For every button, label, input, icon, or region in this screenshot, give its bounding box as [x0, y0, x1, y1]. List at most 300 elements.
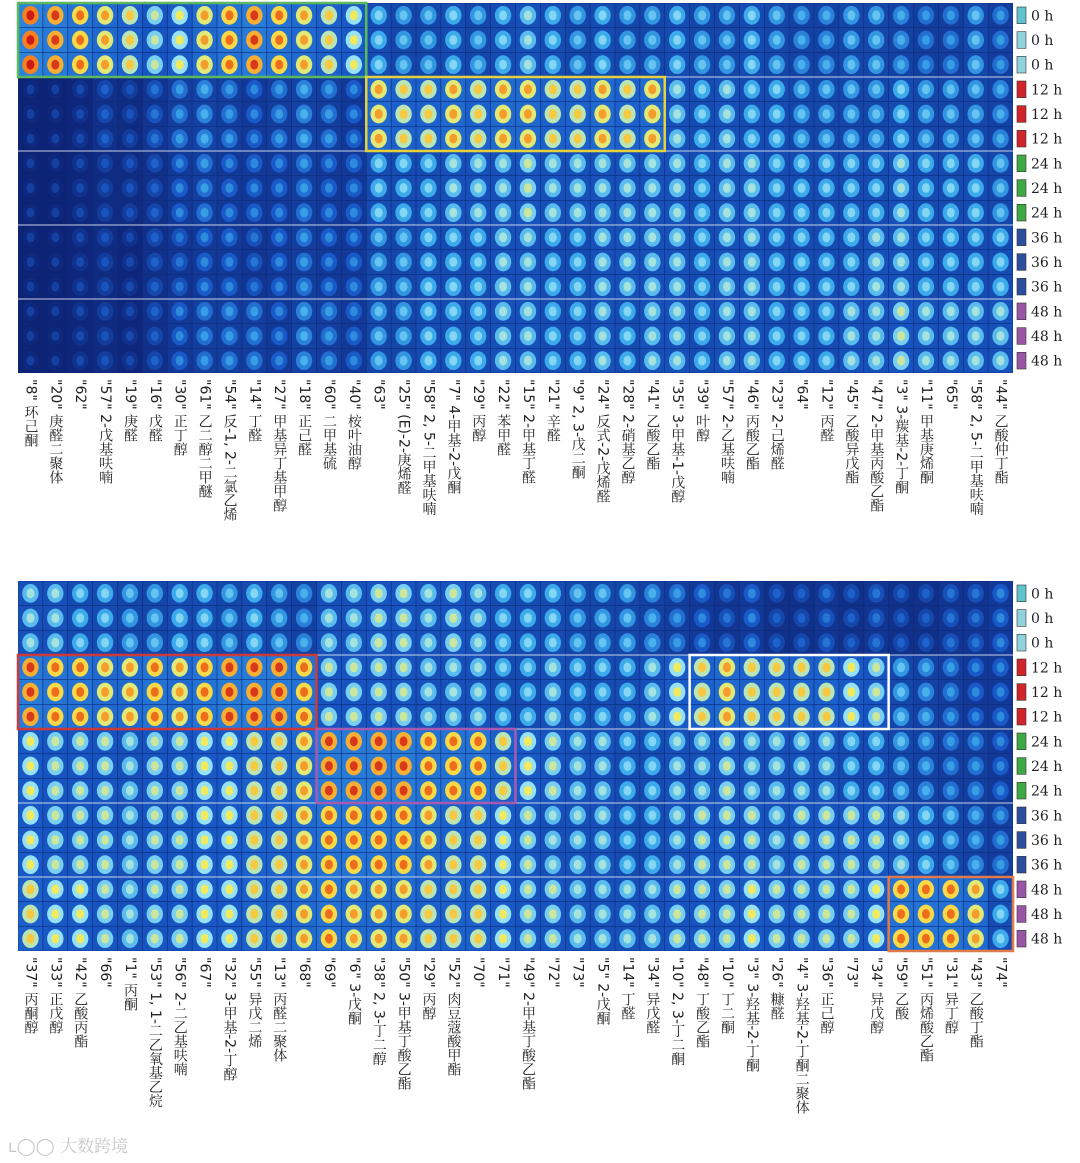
signal-spot-core	[748, 786, 756, 796]
signal-spot-core	[26, 712, 34, 722]
signal-spot-core	[748, 356, 756, 366]
signal-spot-core	[275, 109, 283, 119]
signal-spot-core	[524, 60, 532, 70]
signal-spot-core	[26, 909, 34, 919]
signal-spot-core	[51, 860, 59, 870]
signal-spot-core	[997, 860, 1005, 870]
signal-spot-core	[400, 356, 408, 366]
column-label: "13" 丙醛二聚体	[271, 957, 288, 1063]
signal-spot-core	[499, 331, 507, 341]
signal-spot-core	[26, 356, 34, 366]
signal-spot-core	[723, 934, 731, 944]
signal-spot-core	[897, 860, 905, 870]
signal-spot-core	[151, 60, 159, 70]
signal-spot-core	[748, 860, 756, 870]
signal-spot-core	[51, 909, 59, 919]
signal-spot-core	[574, 786, 582, 796]
row-color-swatch	[1017, 758, 1026, 775]
signal-spot-core	[798, 884, 806, 894]
signal-spot-core	[748, 934, 756, 944]
signal-spot-core	[673, 588, 681, 598]
signal-spot-core	[375, 306, 383, 316]
signal-spot-core	[947, 10, 955, 20]
signal-spot-core	[225, 331, 233, 341]
signal-spot-core	[400, 10, 408, 20]
signal-spot-core	[499, 736, 507, 746]
column-label: "63"	[370, 379, 387, 410]
signal-spot-core	[225, 134, 233, 144]
signal-spot-core	[549, 109, 557, 119]
column-label: "52" 肉豆蔻酸甲酯	[445, 957, 462, 1077]
signal-spot-core	[275, 638, 283, 648]
signal-spot-core	[350, 687, 358, 697]
signal-spot-core	[872, 736, 880, 746]
signal-spot-core	[151, 35, 159, 45]
signal-spot-core	[151, 638, 159, 648]
signal-spot-core	[872, 232, 880, 242]
signal-spot-core	[151, 282, 159, 292]
signal-spot-core	[400, 60, 408, 70]
signal-spot-core	[947, 934, 955, 944]
signal-spot-core	[872, 60, 880, 70]
signal-spot-core	[51, 10, 59, 20]
signal-spot-core	[126, 934, 134, 944]
signal-spot-core	[201, 109, 209, 119]
signal-spot-core	[325, 257, 333, 267]
signal-spot-core	[176, 761, 184, 771]
signal-spot-core	[574, 884, 582, 894]
signal-spot-core	[897, 909, 905, 919]
signal-spot-core	[599, 84, 607, 94]
signal-spot-core	[748, 331, 756, 341]
signal-spot-core	[350, 331, 358, 341]
column-label: "3" 3-羟基-2-丁酮	[743, 957, 760, 1073]
signal-spot-core	[673, 934, 681, 944]
signal-spot-core	[673, 109, 681, 119]
signal-spot-core	[748, 810, 756, 820]
signal-spot-core	[350, 306, 358, 316]
signal-spot-core	[549, 736, 557, 746]
signal-spot-core	[76, 10, 84, 20]
signal-spot-core	[947, 232, 955, 242]
signal-spot-core	[76, 158, 84, 168]
signal-spot-core	[524, 232, 532, 242]
signal-spot-core	[375, 638, 383, 648]
signal-spot-core	[300, 860, 308, 870]
signal-spot-core	[798, 331, 806, 341]
signal-spot-core	[798, 736, 806, 746]
signal-spot-core	[126, 183, 134, 193]
signal-spot-core	[176, 736, 184, 746]
signal-spot-core	[798, 687, 806, 697]
signal-spot-core	[798, 183, 806, 193]
signal-spot-core	[176, 35, 184, 45]
signal-spot-core	[424, 588, 432, 598]
signal-spot-core	[375, 613, 383, 623]
signal-spot-core	[524, 183, 532, 193]
column-label: "14" 丁醛	[246, 379, 263, 443]
signal-spot-core	[375, 282, 383, 292]
signal-spot-core	[325, 934, 333, 944]
signal-spot-core	[524, 687, 532, 697]
signal-spot-core	[673, 909, 681, 919]
signal-spot-core	[972, 232, 980, 242]
signal-spot-core	[997, 786, 1005, 796]
signal-spot-core	[449, 761, 457, 771]
column-label: "33" 正戊醇	[47, 957, 64, 1035]
signal-spot-core	[648, 736, 656, 746]
signal-spot-core	[499, 934, 507, 944]
signal-spot-core	[375, 109, 383, 119]
signal-spot-core	[798, 810, 806, 820]
signal-spot-core	[599, 331, 607, 341]
signal-spot-core	[101, 687, 109, 697]
row-label: 0 h	[1031, 8, 1054, 25]
signal-spot-core	[549, 60, 557, 70]
signal-spot-core	[325, 60, 333, 70]
signal-spot-core	[623, 183, 631, 193]
signal-spot-core	[922, 10, 930, 20]
row-color-swatch	[1017, 229, 1026, 246]
signal-spot-core	[449, 306, 457, 316]
signal-spot-core	[275, 687, 283, 697]
signal-spot-core	[424, 884, 432, 894]
signal-spot-core	[773, 257, 781, 267]
signal-spot-core	[225, 687, 233, 697]
signal-spot-core	[51, 208, 59, 218]
signal-spot-core	[847, 84, 855, 94]
signal-spot-core	[599, 282, 607, 292]
signal-spot-core	[176, 662, 184, 672]
signal-spot-core	[424, 687, 432, 697]
signal-spot-core	[599, 786, 607, 796]
signal-spot-core	[822, 860, 830, 870]
signal-spot-core	[375, 183, 383, 193]
signal-spot-core	[26, 158, 34, 168]
signal-spot-core	[300, 613, 308, 623]
column-label: "57" 2-戊基呋喃	[97, 379, 114, 485]
column-label: "29" 丙醇	[470, 379, 487, 443]
signal-spot-core	[599, 208, 607, 218]
signal-spot-core	[424, 282, 432, 292]
signal-spot-core	[300, 10, 308, 20]
signal-spot-core	[225, 736, 233, 746]
signal-spot-core	[698, 306, 706, 316]
signal-spot-core	[549, 638, 557, 648]
signal-spot-core	[822, 306, 830, 316]
signal-spot-core	[997, 761, 1005, 771]
signal-spot-core	[524, 884, 532, 894]
row-color-swatch	[1017, 155, 1026, 172]
signal-spot-core	[126, 662, 134, 672]
signal-spot-core	[947, 134, 955, 144]
signal-spot-core	[773, 662, 781, 672]
signal-spot-core	[350, 810, 358, 820]
row-label: 24 h	[1031, 181, 1063, 197]
signal-spot-core	[623, 109, 631, 119]
signal-spot-core	[275, 588, 283, 598]
signal-spot-core	[922, 884, 930, 894]
signal-spot-core	[947, 860, 955, 870]
signal-spot-core	[300, 588, 308, 598]
signal-spot-core	[847, 761, 855, 771]
column-label: "54" 反-1, 2-二氯乙烯	[221, 379, 238, 521]
signal-spot-core	[225, 860, 233, 870]
signal-spot-core	[922, 158, 930, 168]
signal-spot-core	[623, 810, 631, 820]
signal-spot-core	[549, 712, 557, 722]
signal-spot-core	[549, 588, 557, 598]
signal-spot-core	[748, 158, 756, 168]
signal-spot-core	[275, 934, 283, 944]
signal-spot-core	[101, 84, 109, 94]
signal-spot-core	[375, 786, 383, 796]
signal-spot-core	[76, 638, 84, 648]
signal-spot-core	[922, 687, 930, 697]
signal-spot-core	[972, 257, 980, 267]
signal-spot-core	[250, 134, 258, 144]
signal-spot-core	[972, 687, 980, 697]
signal-spot-core	[847, 909, 855, 919]
signal-spot-core	[673, 638, 681, 648]
signal-spot-core	[474, 687, 482, 697]
signal-spot-core	[449, 786, 457, 796]
signal-spot-core	[723, 638, 731, 648]
signal-spot-core	[300, 109, 308, 119]
signal-spot-core	[673, 134, 681, 144]
signal-spot-core	[474, 134, 482, 144]
signal-spot-core	[424, 810, 432, 820]
signal-spot-core	[225, 232, 233, 242]
signal-spot-core	[748, 232, 756, 242]
column-label: "26" 糠醛	[768, 957, 785, 1021]
column-label: "73"	[843, 957, 860, 988]
signal-spot-core	[922, 810, 930, 820]
row-label: 48 h	[1031, 931, 1063, 948]
signal-spot-core	[201, 10, 209, 20]
signal-spot-core	[847, 786, 855, 796]
row-label: 0 h	[1031, 611, 1054, 627]
signal-spot-core	[623, 134, 631, 144]
signal-spot-core	[922, 84, 930, 94]
signal-spot-core	[176, 884, 184, 894]
signal-spot-core	[599, 810, 607, 820]
signal-spot-core	[126, 331, 134, 341]
signal-spot-core	[847, 282, 855, 292]
signal-spot-core	[250, 35, 258, 45]
signal-spot-core	[798, 761, 806, 771]
column-label: "25" (E)-2-庚烯醛	[395, 379, 412, 495]
signal-spot-core	[325, 356, 333, 366]
signal-spot-core	[275, 158, 283, 168]
signal-spot-core	[997, 613, 1005, 623]
signal-spot-core	[151, 934, 159, 944]
signal-spot-core	[449, 356, 457, 366]
signal-spot-core	[449, 884, 457, 894]
signal-spot-core	[201, 282, 209, 292]
row-color-swatch	[1017, 81, 1026, 98]
signal-spot-core	[773, 232, 781, 242]
watermark	[8, 1132, 128, 1157]
signal-spot-core	[176, 84, 184, 94]
signal-spot-core	[449, 232, 457, 242]
signal-spot-core	[997, 934, 1005, 944]
signal-spot-core	[51, 712, 59, 722]
signal-spot-core	[275, 183, 283, 193]
signal-spot-core	[599, 10, 607, 20]
signal-spot-core	[449, 158, 457, 168]
signal-spot-core	[499, 909, 507, 919]
signal-spot-core	[673, 306, 681, 316]
signal-spot-core	[449, 934, 457, 944]
signal-spot-core	[773, 786, 781, 796]
signal-spot-core	[648, 909, 656, 919]
signal-spot-core	[623, 282, 631, 292]
signal-spot-core	[375, 35, 383, 45]
signal-spot-core	[350, 257, 358, 267]
signal-spot-core	[275, 356, 283, 366]
signal-spot-core	[524, 356, 532, 366]
signal-spot-core	[897, 208, 905, 218]
signal-spot-core	[325, 835, 333, 845]
signal-spot-core	[449, 134, 457, 144]
signal-spot-core	[499, 158, 507, 168]
signal-spot-core	[872, 638, 880, 648]
column-label: "4" 3-羟基-2-丁酮二聚体	[793, 957, 810, 1115]
signal-spot-core	[26, 10, 34, 20]
signal-spot-core	[773, 158, 781, 168]
signal-spot-core	[126, 810, 134, 820]
signal-spot-core	[300, 736, 308, 746]
signal-spot-core	[847, 662, 855, 672]
signal-spot-core	[400, 884, 408, 894]
signal-spot-core	[101, 232, 109, 242]
signal-spot-core	[748, 835, 756, 845]
signal-spot-core	[897, 835, 905, 845]
signal-spot-core	[897, 60, 905, 70]
row-color-swatch	[1017, 254, 1026, 271]
signal-spot-core	[499, 183, 507, 193]
signal-spot-core	[474, 232, 482, 242]
signal-spot-core	[648, 356, 656, 366]
column-label: "16" 戊醛	[146, 379, 163, 443]
signal-spot-core	[201, 835, 209, 845]
signal-spot-core	[648, 638, 656, 648]
signal-spot-core	[798, 134, 806, 144]
signal-spot-core	[648, 687, 656, 697]
signal-spot-core	[872, 588, 880, 598]
signal-spot-core	[350, 232, 358, 242]
signal-spot-core	[151, 109, 159, 119]
signal-spot-core	[300, 934, 308, 944]
signal-spot-core	[350, 638, 358, 648]
signal-spot-core	[922, 786, 930, 796]
signal-spot-core	[972, 810, 980, 820]
signal-spot-core	[275, 810, 283, 820]
signal-spot-core	[897, 712, 905, 722]
signal-spot-core	[424, 638, 432, 648]
signal-spot-core	[648, 306, 656, 316]
signal-spot-core	[947, 588, 955, 598]
signal-spot-core	[872, 158, 880, 168]
signal-spot-core	[300, 84, 308, 94]
signal-spot-core	[798, 588, 806, 598]
row-label: 48 h	[1031, 882, 1063, 899]
signal-spot-core	[26, 761, 34, 771]
signal-spot-core	[549, 662, 557, 672]
signal-spot-core	[474, 356, 482, 366]
signal-spot-core	[599, 232, 607, 242]
signal-spot-core	[574, 158, 582, 168]
signal-spot-core	[723, 909, 731, 919]
signal-spot-core	[449, 860, 457, 870]
signal-spot-core	[822, 232, 830, 242]
signal-spot-core	[599, 662, 607, 672]
signal-spot-core	[822, 588, 830, 598]
signal-spot-core	[176, 282, 184, 292]
signal-spot-core	[698, 60, 706, 70]
signal-spot-core	[300, 35, 308, 45]
signal-spot-core	[524, 134, 532, 144]
signal-spot-core	[176, 356, 184, 366]
signal-spot-core	[201, 786, 209, 796]
signal-spot-core	[922, 257, 930, 267]
signal-spot-core	[822, 35, 830, 45]
signal-spot-core	[101, 158, 109, 168]
column-label: "72"	[544, 957, 561, 988]
signal-spot-core	[773, 35, 781, 45]
signal-spot-core	[673, 257, 681, 267]
signal-spot-core	[126, 109, 134, 119]
signal-spot-core	[847, 257, 855, 267]
signal-spot-core	[424, 60, 432, 70]
signal-spot-core	[599, 884, 607, 894]
signal-spot-core	[375, 736, 383, 746]
signal-spot-core	[400, 232, 408, 242]
signal-spot-core	[524, 109, 532, 119]
signal-spot-core	[748, 60, 756, 70]
signal-spot-core	[126, 84, 134, 94]
signal-spot-core	[400, 835, 408, 845]
signal-spot-core	[126, 712, 134, 722]
signal-spot-core	[872, 884, 880, 894]
column-label: "35" 3-甲基-1-戊醇	[669, 379, 686, 504]
column-label: "3" 3-羰基-2-丁酮	[893, 379, 910, 495]
signal-spot-core	[972, 158, 980, 168]
signal-spot-core	[773, 687, 781, 697]
signal-spot-core	[822, 10, 830, 20]
column-label: "68"	[296, 957, 313, 988]
signal-spot-core	[250, 158, 258, 168]
signal-spot-core	[350, 761, 358, 771]
signal-spot-core	[648, 84, 656, 94]
signal-spot-core	[250, 934, 258, 944]
signal-spot-core	[623, 860, 631, 870]
signal-spot-core	[549, 934, 557, 944]
signal-spot-core	[201, 934, 209, 944]
signal-spot-core	[599, 860, 607, 870]
signal-spot-core	[126, 10, 134, 20]
signal-spot-core	[673, 183, 681, 193]
signal-spot-core	[499, 810, 507, 820]
signal-spot-core	[474, 183, 482, 193]
signal-spot-core	[126, 638, 134, 648]
signal-spot-core	[350, 934, 358, 944]
signal-spot-core	[51, 835, 59, 845]
signal-spot-core	[400, 810, 408, 820]
signal-spot-core	[350, 736, 358, 746]
signal-spot-core	[524, 662, 532, 672]
